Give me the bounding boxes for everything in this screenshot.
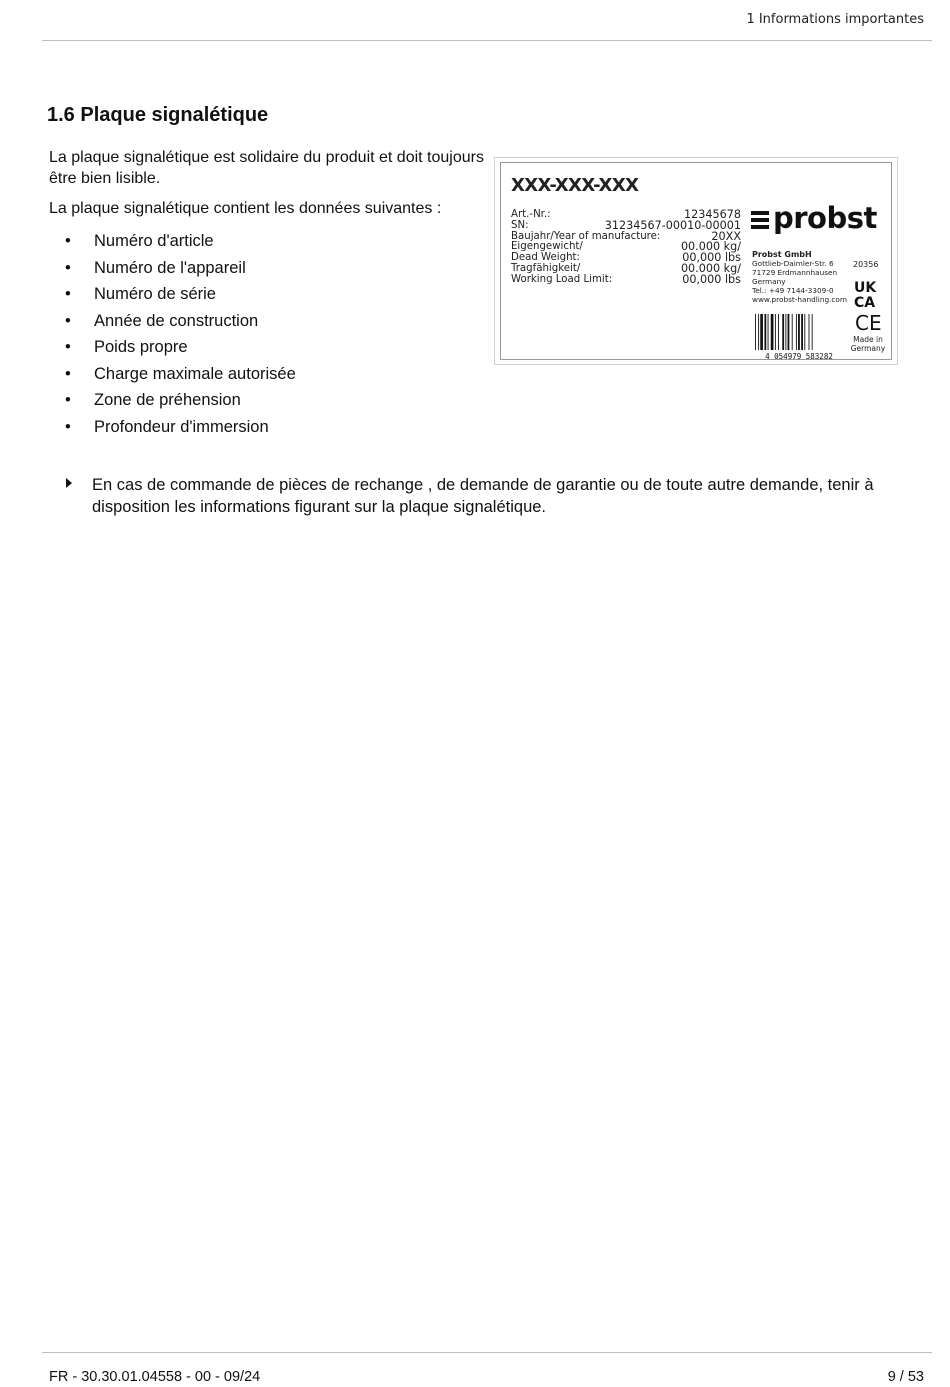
bullet: •	[65, 285, 71, 303]
field-label: Working Load Limit:	[511, 273, 613, 285]
section-title: 1.6 Plaque signalétique	[47, 104, 269, 126]
list-item-text: Année de construction	[94, 311, 259, 330]
document-reference: FR - 30.30.01.04558 - 00 - 09/24	[49, 1369, 261, 1385]
list-item	[49, 283, 296, 310]
company-city: 71729 Erdmannhausen	[752, 268, 838, 278]
company-country: Germany	[752, 277, 786, 287]
list-item	[49, 336, 296, 363]
nameplate-fields	[511, 210, 741, 286]
nameplate-field-row	[511, 218, 741, 232]
instruction-text: En cas de commande de pièces de rechange , de demande de garantie ou de toute autre demande, tenir à disposition les informations figurant sur la plaque signalétique.	[92, 476, 874, 516]
bullet: •	[65, 338, 71, 356]
running-header: 1 Informations importantes	[746, 12, 924, 27]
intro-paragraph-2: La plaque signalétique contient les données suivantes :	[49, 200, 442, 217]
nameplate-model: XXX-XXX-XXX	[511, 175, 639, 196]
list-item	[49, 416, 296, 443]
field-value: 00,000 lbs	[682, 251, 741, 265]
notified-body-number: 20356	[853, 260, 879, 269]
triangle-right-icon	[66, 478, 72, 488]
ukca-mark-icon	[853, 279, 883, 309]
intro-paragraph-1: La plaque signalétique est solidaire du produit et doit toujours être bien lisible.	[49, 149, 484, 187]
page-number: 9 / 53	[887, 1369, 924, 1385]
probst-logo-icon	[751, 211, 769, 230]
list-item-text: Numéro de série	[94, 285, 216, 303]
bullet: •	[65, 258, 71, 277]
list-item-text: Numéro d'article	[94, 232, 214, 250]
field-value: 31234567-00010-00001	[604, 218, 741, 232]
company-name: Probst GmbH	[752, 250, 812, 259]
field-value: 00.000 kg/	[680, 240, 741, 254]
list-item	[49, 257, 296, 284]
field-label: Tragfähigkeit/	[511, 262, 581, 274]
list-item-text: Zone de préhension	[94, 391, 241, 409]
field-value: 00,000 lbs	[682, 272, 741, 286]
header-divider	[42, 40, 932, 41]
bullet: •	[65, 232, 71, 250]
bullet: •	[65, 364, 71, 383]
nameplate-frame	[500, 162, 892, 360]
list-item	[49, 310, 296, 337]
list-item	[49, 230, 296, 257]
nameplate-field-row	[511, 272, 741, 286]
list-item-text: Charge maximale autorisée	[94, 364, 296, 383]
ce-mark-icon	[855, 311, 883, 333]
made-in-line-1: Made in	[853, 335, 883, 344]
list-item-text: Numéro de l'appareil	[94, 258, 246, 277]
bullet: •	[65, 311, 71, 330]
field-label: Baujahr/Year of manufacture:	[511, 230, 661, 242]
nameplate-image	[494, 157, 898, 365]
probst-logo-text: probst	[773, 201, 877, 235]
manufacturer-address	[752, 250, 847, 305]
ce-mark-text: CE	[855, 311, 882, 333]
list-item-text: Poids propre	[94, 338, 188, 356]
bullet: •	[65, 391, 71, 409]
field-label: Art.-Nr.:	[511, 209, 551, 220]
company-web: www.probst-handling.com	[752, 295, 847, 305]
list-item	[49, 363, 296, 390]
field-label: Eigengewicht/	[511, 241, 583, 253]
field-label: Dead Weight:	[511, 252, 580, 264]
company-phone: Tel.: +49 7144-3309-0	[752, 286, 834, 296]
made-in-germany	[850, 335, 886, 353]
instruction-step	[66, 474, 926, 518]
field-value: 12345678	[684, 208, 741, 221]
ukca-line-1: UK	[854, 280, 877, 296]
list-item	[49, 389, 296, 416]
field-value: 00.000 kg/	[680, 261, 741, 275]
nameplate-data-list	[49, 230, 296, 442]
ukca-line-2: CA	[854, 295, 876, 309]
list-item-text: Profondeur d'immersion	[94, 417, 269, 436]
company-street: Gottlieb-Daimler-Str. 6	[752, 259, 834, 269]
made-in-line-2: Germany	[850, 344, 886, 353]
field-value: 20XX	[711, 229, 741, 243]
footer-divider	[42, 1352, 932, 1353]
field-label: SN:	[511, 219, 529, 231]
barcode-icon	[752, 314, 846, 360]
barcode-digits: 4 054979 583282	[765, 352, 833, 360]
bullet: •	[65, 417, 71, 436]
